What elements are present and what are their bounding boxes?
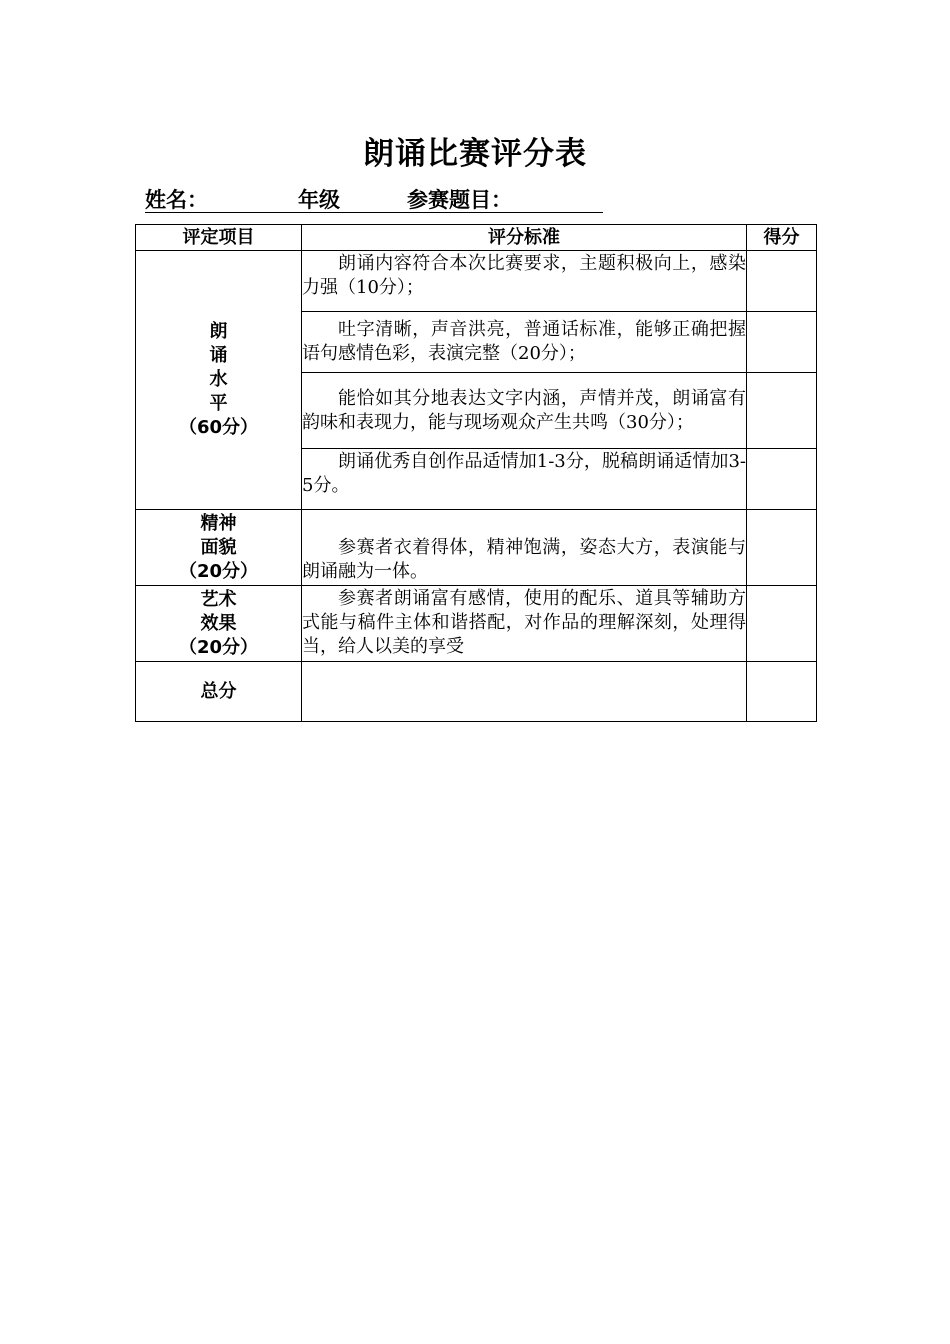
header-criteria: 评分标准	[302, 225, 747, 251]
table-header-row	[136, 225, 817, 251]
item-line: （20分）	[178, 636, 259, 658]
score-input-cell[interactable]	[747, 251, 817, 312]
item-spirit	[136, 510, 302, 586]
item-line: （60分）	[178, 417, 259, 438]
table-row	[136, 586, 817, 662]
item-line: 水	[209, 369, 228, 390]
score-input-cell[interactable]	[747, 373, 817, 449]
item-line: 朗	[209, 321, 228, 342]
criteria-text: 能恰如其分地表达文字内涵，声情并茂，朗诵富有韵味和表现力，能与现场观众产生共鸣（30分）；	[302, 373, 747, 449]
topic-field-label: 参赛题目：	[407, 188, 512, 212]
page-title: 朗诵比赛评分表	[363, 136, 587, 172]
table-row	[136, 510, 817, 586]
item-line: 艺术	[200, 588, 237, 610]
score-table	[135, 224, 817, 722]
criteria-text: 朗诵内容符合本次比赛要求，主题积极向上，感染力强（10分）；	[302, 251, 747, 312]
item-line: 平	[209, 393, 228, 414]
item-line: 诵	[209, 345, 228, 366]
criteria-text: 朗诵优秀自创作品适情加1-3分，脱稿朗诵适情加3-5分。	[302, 449, 747, 510]
item-line: 面貌	[200, 536, 237, 558]
criteria-text: 参赛者衣着得体，精神饱满，姿态大方，表演能与朗诵融为一体。	[302, 510, 747, 586]
item-line: 精神	[200, 512, 237, 534]
table-row	[136, 251, 817, 312]
criteria-text: 吐字清晰，声音洪亮，普通话标准，能够正确把握语句感情色彩，表演完整（20分）；	[302, 312, 747, 373]
header-item: 评定项目	[136, 225, 302, 251]
header-score: 得分	[747, 225, 817, 251]
grade-field-label: 年级	[298, 188, 340, 212]
criteria-text: 参赛者朗诵富有感情，使用的配乐、道具等辅助方式能与稿件主体和谐搭配，对作品的理解深刻，处理得当，给人以美的享受	[302, 586, 747, 662]
table-row-total	[136, 662, 817, 722]
item-recitation-level	[136, 251, 302, 510]
total-criteria-cell	[302, 662, 747, 722]
score-input-cell[interactable]	[747, 510, 817, 586]
total-score-cell[interactable]	[747, 662, 817, 722]
item-line: 效果	[200, 612, 237, 634]
score-input-cell[interactable]	[747, 449, 817, 510]
score-input-cell[interactable]	[747, 312, 817, 373]
item-art-effect	[136, 586, 302, 662]
score-input-cell[interactable]	[747, 586, 817, 662]
name-field-label: 姓名：	[145, 188, 208, 212]
total-label: 总分	[136, 662, 302, 722]
info-fields	[145, 184, 603, 213]
item-line: （20分）	[178, 560, 259, 582]
